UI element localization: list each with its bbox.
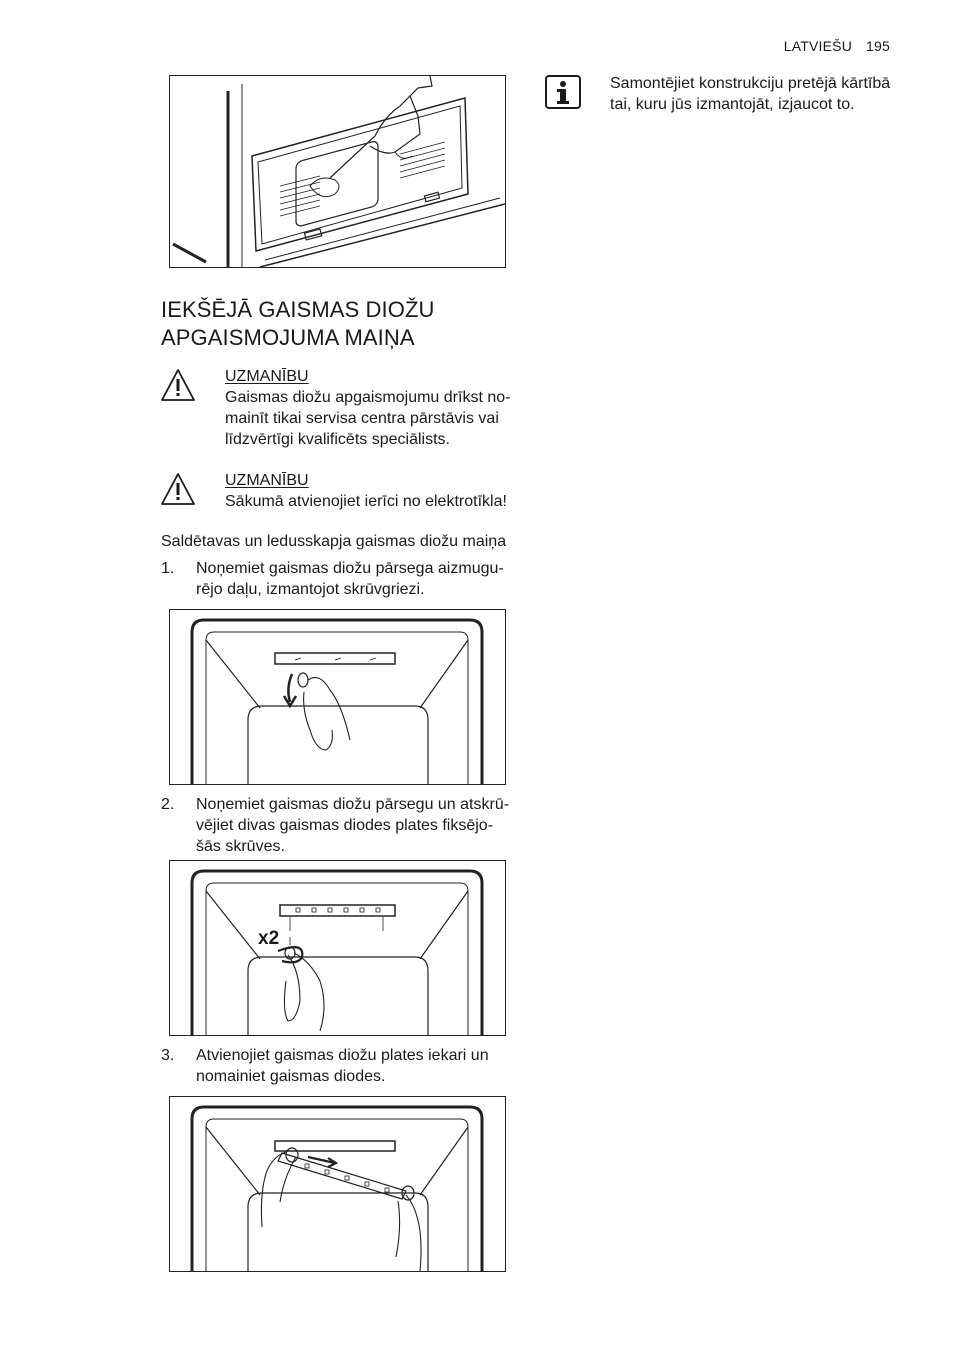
caution-box-1 xyxy=(160,366,520,452)
step-number: 2. xyxy=(161,796,175,813)
figure-cleaning-illustration xyxy=(169,75,506,268)
step-text: Noņemiet gaismas diožu pārsegu un atskrū- vējiet divas gaismas diodes plates fiksējo- šās skrūves. xyxy=(196,796,510,855)
step-2 xyxy=(161,794,521,858)
step-text: Atvienojiet gaismas diožu plates iekari un nomainiet gaismas diodes. xyxy=(196,1047,489,1085)
page-header xyxy=(784,38,890,54)
page-number: 195 xyxy=(866,38,890,54)
caution-text-2: UZMANĪBU Sākumā atvienojiet ierīci no elektrotīkla! xyxy=(225,470,525,512)
warning-triangle-icon xyxy=(160,472,196,506)
step-number: 1. xyxy=(161,560,175,577)
info-icon xyxy=(545,75,581,109)
caution-label: UZMANĪBU xyxy=(225,472,309,489)
step-text: Noņemiet gaismas diožu pārsega aizmugu- rējo daļu, izmantojot skrūvgriezi. xyxy=(196,560,504,598)
warning-triangle-icon xyxy=(160,368,196,402)
figure-step-3-illustration xyxy=(169,1096,506,1272)
caution-text-1: UZMANĪBU Gaismas diožu apgaismojumu drīkst no- mainīt tikai servisa centra pārstāvis vai līdzvērtīgi kvalificēts speciālists. xyxy=(225,366,525,450)
step-3 xyxy=(161,1045,521,1089)
caution-label: UZMANĪBU xyxy=(225,368,309,385)
info-text: Samontējiet konstrukciju pretējā kārtībā tai, kuru jūs izmantojāt, izjaucot to. xyxy=(610,75,891,113)
step-1 xyxy=(161,558,521,602)
figure-step-1-illustration xyxy=(169,609,506,785)
step-number: 3. xyxy=(161,1047,175,1064)
subheading: Saldētavas un ledusskapja gaismas diožu maiņa xyxy=(161,533,507,550)
caution-box-2 xyxy=(160,470,520,514)
figure-label-x2: x2 xyxy=(258,928,280,949)
section-title: IEKŠĒJĀ GAISMAS DIOŽU APGAISMOJUMA MAIŅA xyxy=(161,297,435,350)
section-label: LATVIEŠU xyxy=(783,38,853,54)
figure-step-2-illustration xyxy=(169,860,506,1036)
